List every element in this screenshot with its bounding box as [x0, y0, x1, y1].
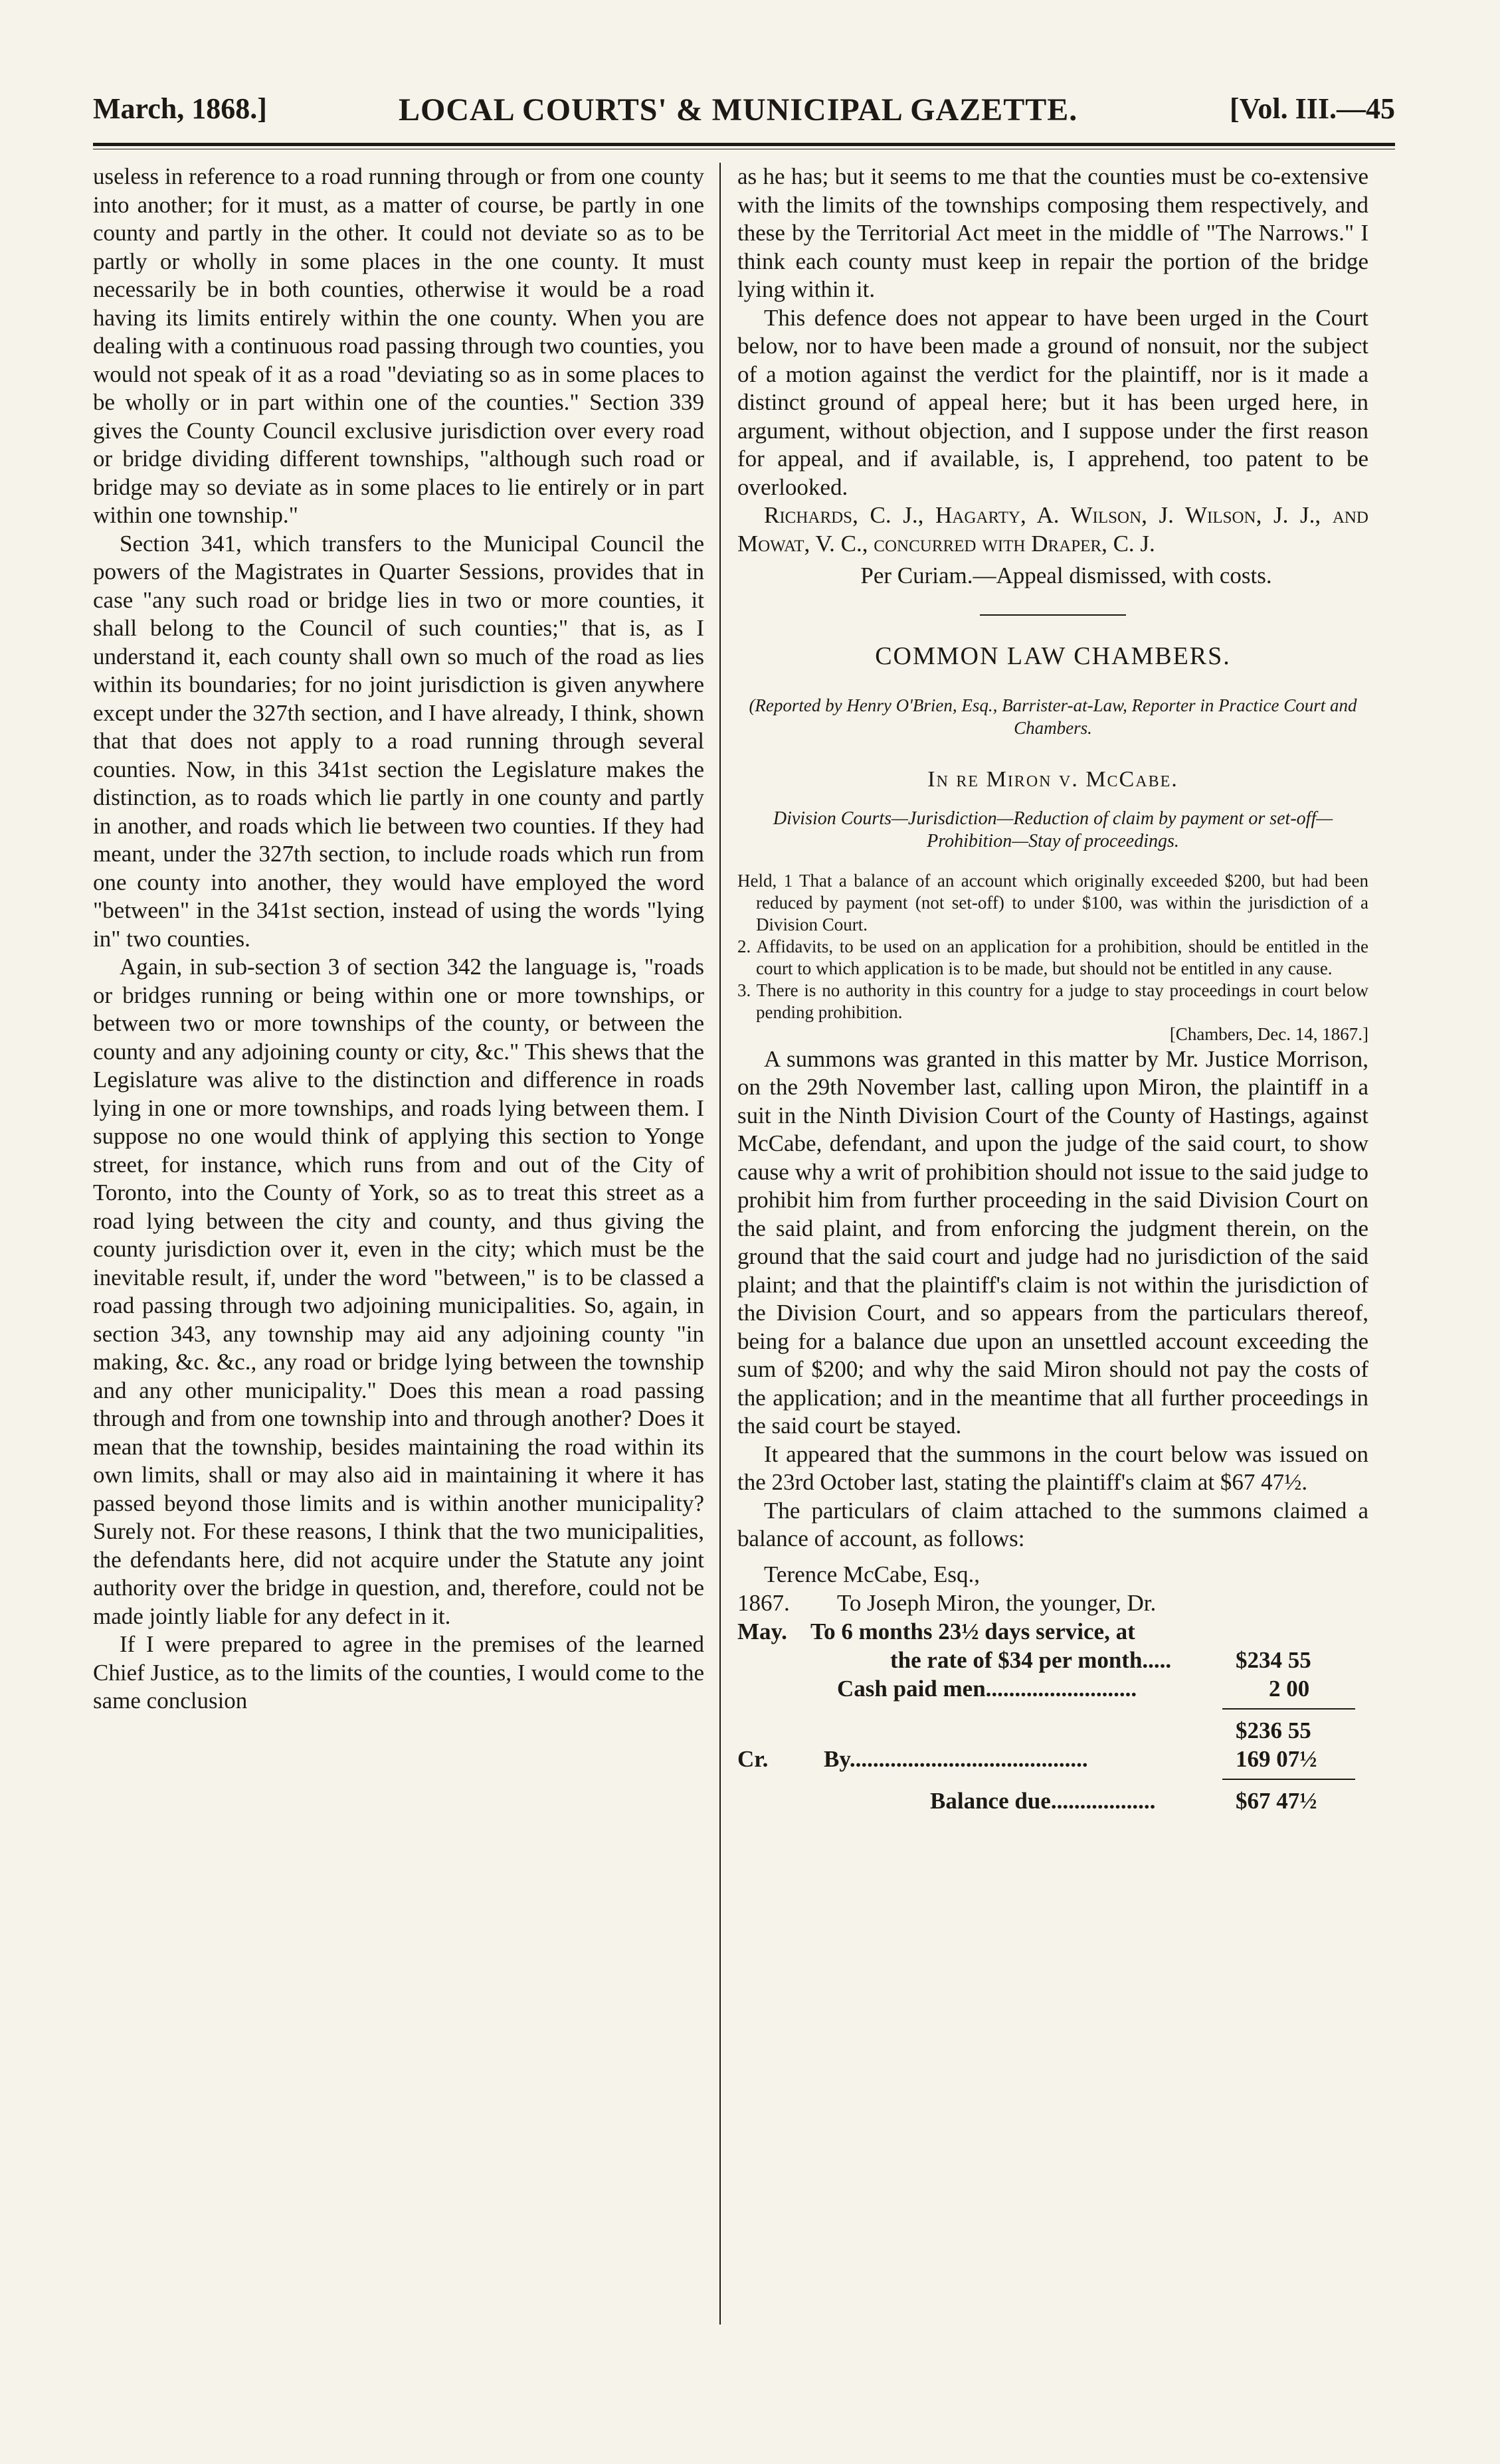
body-paragraph: This defence does not appear to have been urged in the Court below, nor to have been made a ground of nonsuit, nor the subject of a motion against the verdict for the plaintiff, nor is it made a distinct ground of appeal here; but it has been urged here, in argument, without objection, and I suppose under the first reason for appeal, and if available, is, I apprehend, too patent to be overlooked.: [737, 304, 1368, 500]
section-title: COMMON LAW CHAMBERS.: [875, 642, 1231, 670]
chambers-date: [Chambers, Dec. 14, 1867.]: [1169, 1023, 1368, 1044]
issue-date: March, 1868.]: [93, 92, 267, 125]
body-paragraph: If I were prepared to agree in the premises of the learned Chief Justice, as to the limits of the counties, I would come to the same conclusion: [93, 1631, 704, 1714]
sum-rule: [1222, 1779, 1355, 1780]
column-divider: [719, 163, 721, 2325]
publication-title: LOCAL COURTS' & MUNICIPAL GAZETTE.: [399, 92, 1078, 128]
body-paragraph: as he has; but it seems to me that the counties must be co-extensive with the limits of the townships composing them respectively, and these by the Territorial Act meet in the middle of "The Narrows." I think each county must keep in repair the portion of the bridge lying within it.: [737, 163, 1368, 302]
held-item: 3. There is no authority in this country for a judge to stay proceedings in court below pending prohibition.: [737, 980, 1368, 1022]
body-paragraph: Again, in sub-section 3 of section 342 the language is, "roads or bridges running or being within one or more townships, or between two or more townships of the county, or between the county and any adjoining county or city, &c." This shews that the Legislature was alive to the distinction and difference in roads lying in one or more townships, and roads lying between them. I suppose no one would think of applying this section to Yonge street, for instance, which runs from and out of the City of Toronto, into the County of York, so as to treat this street as a road lying between the city and county, and thus giving the county jurisdiction over it, even in the city; which must be the inevitable result, if, under the word "between," is to be classed a road passing through two adjoining municipalities. So, again, in section 343, any township may aid any adjoining county "in making, &c. &c., any road or bridge lying between the township and any other municipality." Does this mean a road passing through and from one township into and through another? Does it mean that the township, besides maintaining the road within its own limits, shall or may also aid in maintaining it where it has passed beyond those limits and is within another municipality? Surely not. For these reasons, I think that the two municipalities, the defendants here, did not acquire under the Statute any joint authority over the bridge in question, and, therefore, could not be made jointly liable for any defect in it.: [93, 954, 704, 1629]
account-item: the rate of $34 per month.....: [890, 1646, 1172, 1673]
body-paragraph: A summons was granted in this matter by Mr. Justice Morrison, on the 29th November last, calling upon Miron, the plaintiff in a suit in the Ninth Division Court of the County of Hastings, against McCabe, defendant, and upon the judge of the said court, to show cause why a writ of prohibition should not issue to the said judge to prohibit him from further proceeding in the said Division Court on the said plaint, and from enforcing the judgment therein, on the ground that the said court and judge had no jurisdiction of the said plaint; and that the plaintiff's claim is not within the jurisdiction of the Division Court, and so appears from the particulars thereof, being for a balance due upon an unsettled account exceeding the sum of $200; and why the said Miron should not pay the costs of the application; and in the meantime that all further proceedings in the said court be stayed.: [737, 1045, 1368, 1439]
account-to-line: To Joseph Miron, the younger, Dr.: [837, 1589, 1157, 1616]
headnote-topic: Division Courts—Jurisdiction—Reduction of claim by payment or set-off—Prohibition—Stay of proceedings.: [773, 808, 1333, 851]
sum-rule: [1222, 1708, 1355, 1710]
volume-page: [Vol. III.—45: [1230, 92, 1395, 125]
left-column: [93, 163, 704, 1716]
account-item: Cash paid men..........................: [837, 1675, 1137, 1702]
body-paragraph: It appeared that the summons in the court below was issued on the 23rd October last, stating the plaintiff's claim at $67 47½.: [737, 1441, 1368, 1495]
account-amount: 2 00: [1269, 1675, 1310, 1702]
right-column: [737, 163, 1368, 1815]
account-credit-label: Cr.: [737, 1745, 769, 1772]
account-year: 1867.: [737, 1589, 790, 1616]
account-balance: $67 47½: [1236, 1787, 1317, 1814]
account-total: $236 55: [1236, 1717, 1311, 1743]
account-month: May.: [737, 1618, 787, 1644]
running-head: [93, 86, 1395, 139]
held-item: Held, 1 That a balance of an account which originally exceeded $200, but had been reduced by payment (not set-off) to under $100, was within the jurisdiction of a Division Court.: [737, 870, 1368, 934]
account-amount: $234 55: [1236, 1646, 1311, 1673]
header-rule: [93, 143, 1395, 149]
concurrence-paragraph: Richards, C. J., Hagarty, A. Wilson, J. Wilson, J. J., and Mowat, V. C., concurred with Draper, C. J.: [737, 502, 1368, 557]
body-paragraph: Section 341, which transfers to the Municipal Council the powers of the Magistrates in Quarter Sessions, provides that in case "any such road or bridge lies in two or more counties, it shall belong to the Council of such counties;" that is, as I understand it, each county shall own so much of the road as lies within its boundaries; for no joint jurisdiction is given anywhere except under the 327th section, and I have already, I think, shown that that does not apply to a road running through several counties. Now, in this 341st section the Legislature makes the distinction, as to roads which lie partly in one county and partly in another, and roads which lie between two counties. If they had meant, under the 327th section, to include roads which run from one county into another, they would have employed the word "between" in the 341st section, instead of using the words "lying in" two counties.: [93, 530, 704, 952]
section-divider: [980, 614, 1126, 616]
account-addressee: Terence McCabe, Esq.,: [764, 1561, 981, 1587]
account-particulars: [737, 1560, 1368, 1815]
account-item: By.........................................: [824, 1745, 1088, 1772]
account-amount: 169 07½: [1236, 1745, 1317, 1772]
body-paragraph: The particulars of claim attached to the summons claimed a balance of account, as follows:: [737, 1497, 1368, 1551]
case-title: In re Miron v. McCabe.: [927, 767, 1178, 792]
account-balance-label: Balance due..................: [930, 1787, 1156, 1814]
per-curiam: Per Curiam.—Appeal dismissed, with costs.: [860, 563, 1272, 588]
headnote-held: [737, 870, 1368, 1045]
body-paragraph: useless in reference to a road running through or from one county into another; for it must, as a matter of course, be partly in one county and partly in the other. It could not deviate so as to be partly or wholly in some places in the one county. It must necessarily be in both counties, otherwise it would be a road having its limits entirely within the one county. When you are dealing with a continuous road passing through two counties, you would not speak of it as a road "deviating so as in some places to be wholly or in part within one of the counties." Section 339 gives the County Council exclusive jurisdiction over every road or bridge dividing different townships, "although such road or bridge may so deviate as in some places to lie entirely or in part within one township.": [93, 163, 704, 528]
held-item: 2. Affidavits, to be used on an application for a prohibition, should be entitled in the court to which application is to be made, but should not be entitled in any cause.: [737, 936, 1368, 978]
account-item: To 6 months 23½ days service, at: [810, 1618, 1135, 1644]
reporter-note: (Reported by Henry O'Brien, Esq., Barrister-at-Law, Reporter in Practice Court and Chambers.: [749, 695, 1357, 738]
